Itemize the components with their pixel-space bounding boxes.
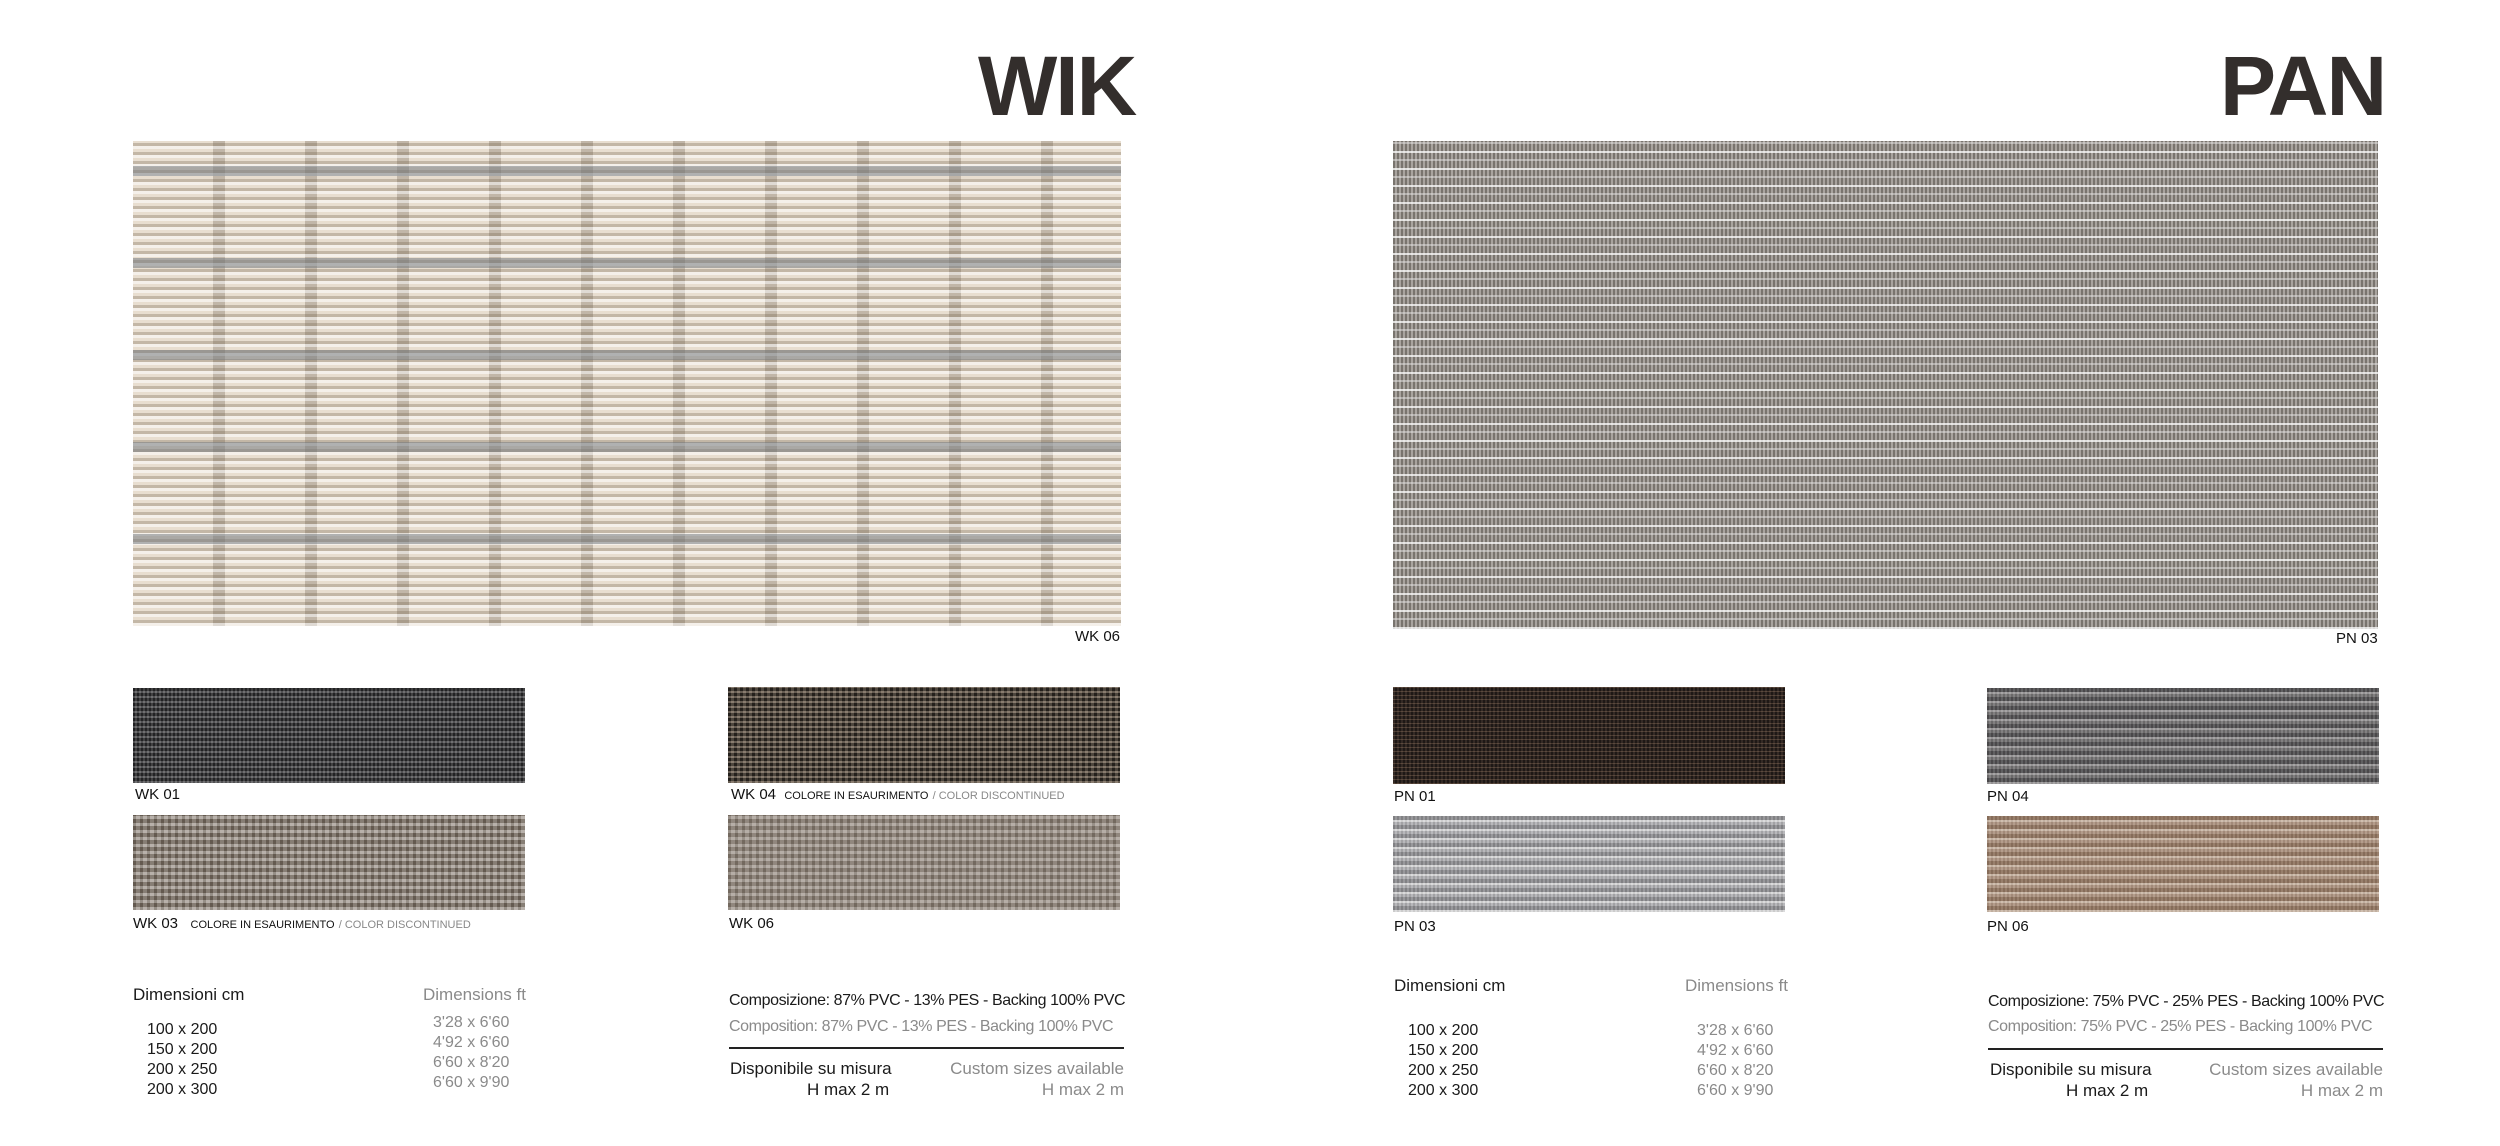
swatch-wk06 [728,815,1120,910]
wik-hmax-it: H max 2 m [807,1080,890,1099]
swatch-wk04-caption [731,786,1065,803]
wik-custom: Custom sizes available [950,1059,1124,1078]
swatch-wk03-note-en: / COLOR DISCONTINUED [338,919,471,931]
dim-ft-row: 4'92 x 6'60 [433,1034,510,1051]
dim-ft-row: 6'60 x 9'90 [1697,1082,1774,1099]
swatch-wk04-code: WK 04 [731,786,777,803]
pan-disponibile: Disponibile su misura [1990,1060,2152,1079]
swatch-wk01-code: WK 01 [135,786,181,803]
pan-composizione: Composizione: 75% PVC - 25% PES - Backing 100% PVC [1988,993,2385,1010]
dim-cm-row: 150 x 200 [147,1041,218,1058]
pan-custom: Custom sizes available [2209,1060,2383,1079]
wik-divider [729,1047,1124,1049]
wik-dim-cm-label: Dimensioni cm [133,985,245,1004]
dim-ft-row: 3'28 x 6'60 [1697,1022,1774,1039]
wik-composition: Composition: 87% PVC - 13% PES - Backing 100% PVC [729,1018,1114,1035]
dim-ft-row: 3'28 x 6'60 [433,1014,510,1031]
swatch-pn01 [1393,687,1785,784]
pan-dim-ft-label: Dimensions ft [1685,976,1788,995]
swatch-pn01-code: PN 01 [1394,788,1436,805]
pan-hmax-it: H max 2 m [2066,1081,2149,1100]
swatch-wk03-caption [133,915,471,932]
pan-dims-ft [1697,1021,1773,1101]
wik-dim-ft-label: Dimensions ft [423,985,526,1004]
pan-dim-cm-label: Dimensioni cm [1394,976,1506,995]
swatch-pn04-code: PN 04 [1987,788,2029,805]
swatch-pn06-code: PN 06 [1987,918,2029,935]
wik-main-swatch [133,141,1121,626]
wik-disponibile: Disponibile su misura [730,1059,892,1078]
swatch-wk01 [133,688,525,783]
wik-dims-cm [147,1020,217,1100]
pan-title: PAN [2220,39,2386,133]
swatch-pn03 [1393,816,1785,912]
pan-hmax-en: H max 2 m [2300,1081,2383,1100]
swatch-wk04-note: COLORE IN ESAURIMENTO [784,790,929,802]
swatch-wk03 [133,815,525,910]
wik-composizione: Composizione: 87% PVC - 13% PES - Backing 100% PVC [729,992,1126,1009]
swatch-wk03-note: COLORE IN ESAURIMENTO [190,919,335,931]
wik-title: WIK [978,39,1136,133]
dim-ft-row: 6'60 x 8'20 [1697,1062,1774,1079]
swatch-wk04-note-en: / COLOR DISCONTINUED [932,790,1065,802]
swatch-wk03-code: WK 03 [133,915,179,932]
dim-cm-row: 150 x 200 [1408,1042,1479,1059]
dim-cm-row: 200 x 300 [147,1081,218,1098]
swatch-pn06 [1987,816,2379,912]
pan-main-code: PN 03 [2336,630,2378,647]
dim-cm-row: 100 x 200 [147,1021,218,1038]
dim-cm-row: 200 x 250 [147,1061,218,1078]
pan-main-swatch [1393,141,2378,629]
pan-dims-cm [1408,1021,1478,1101]
swatch-pn03-code: PN 03 [1394,918,1436,935]
pan-composition: Composition: 75% PVC - 25% PES - Backing 100% PVC [1988,1018,2373,1035]
dim-cm-row: 200 x 300 [1408,1082,1479,1099]
dim-ft-row: 4'92 x 6'60 [1697,1042,1774,1059]
swatch-wk06-code: WK 06 [729,915,775,932]
wik-dims-ft [433,1013,509,1093]
swatch-pn04 [1987,688,2379,784]
dim-cm-row: 200 x 250 [1408,1062,1479,1079]
dim-ft-row: 6'60 x 8'20 [433,1054,510,1071]
dim-ft-row: 6'60 x 9'90 [433,1074,510,1091]
wik-hmax-en: H max 2 m [1041,1080,1124,1099]
swatch-wk04 [728,687,1120,783]
dim-cm-row: 100 x 200 [1408,1022,1479,1039]
pan-divider [1988,1048,2383,1050]
wik-main-code: WK 06 [1075,628,1121,645]
